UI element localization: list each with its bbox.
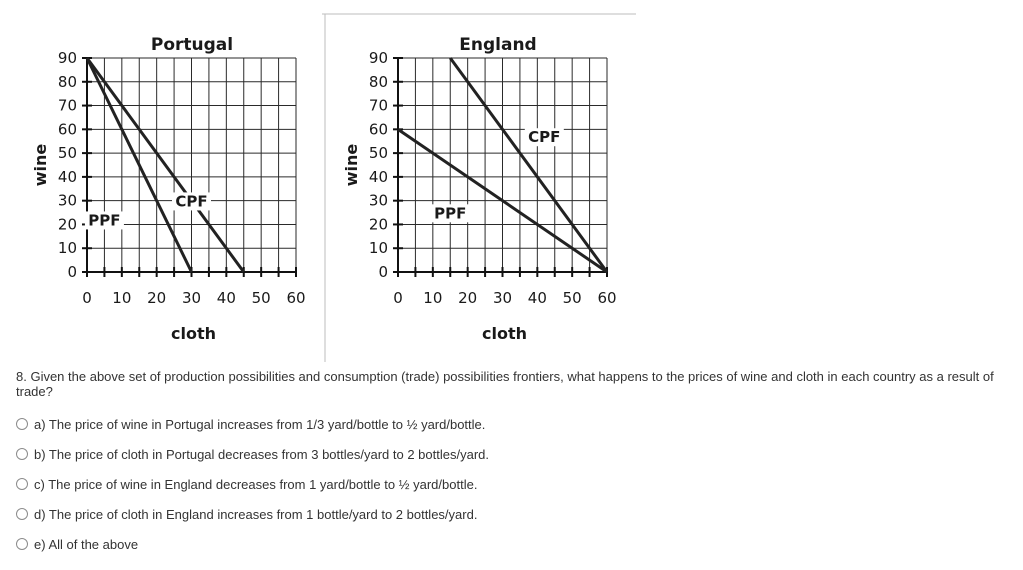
option-b[interactable] — [16, 439, 489, 469]
series-label-ppf: PPF — [434, 204, 467, 223]
y-tick-label: 60 — [368, 120, 388, 139]
option-e-label: e) All of the above — [34, 536, 139, 552]
option-a-label: a) The price of wine in Portugal increases from 1/3 yard/bottle to ½ yard/bottle. — [34, 416, 486, 432]
y-tick-label: 80 — [57, 72, 77, 91]
y-tick-label: 70 — [368, 96, 388, 115]
x-tick-label: 30 — [181, 289, 202, 307]
option-a[interactable] — [16, 409, 489, 439]
grid — [398, 58, 607, 272]
y-tick-label: 50 — [57, 144, 77, 163]
y-tick-label: 0 — [67, 263, 77, 281]
chart-title: England — [459, 35, 537, 55]
option-e[interactable] — [16, 529, 489, 559]
series-line-cpf — [87, 58, 244, 272]
x-tick-label: 30 — [492, 289, 513, 307]
y-axis-label: wine — [342, 143, 361, 187]
y-tick-label: 40 — [57, 167, 77, 186]
answer-options — [16, 409, 489, 559]
y-tick-label: 50 — [368, 144, 388, 163]
option-d-label: d) The price of cloth in England increases from 1 bottle/yard to 2 bottles/yard. — [34, 506, 478, 522]
y-tick-label: 90 — [57, 49, 77, 67]
y-tick-label: 30 — [57, 191, 77, 210]
x-tick-label: 0 — [82, 289, 92, 307]
x-tick-label: 0 — [393, 289, 403, 307]
y-tick-label: 10 — [57, 239, 77, 258]
x-tick-label: 40 — [216, 289, 236, 307]
series-label-cpf: CPF — [528, 128, 561, 147]
option-b-label: b) The price of cloth in Portugal decreases from 3 bottles/yard to 2 bottles/yard. — [34, 446, 489, 462]
y-tick-label: 90 — [368, 49, 388, 67]
y-tick-label: 20 — [368, 215, 388, 234]
x-tick-label: 60 — [286, 289, 306, 307]
option-d[interactable] — [16, 499, 489, 529]
y-tick-label: 80 — [368, 72, 388, 91]
y-tick-label: 20 — [57, 215, 77, 234]
option-c[interactable] — [16, 469, 489, 499]
chart-title: Portugal — [150, 35, 234, 55]
chart-0 — [31, 35, 306, 343]
y-tick-label: 30 — [368, 191, 388, 210]
question-text: 8. Given the above set of production possibilities and consumption (trade) possibilities frontiers, what happens to the prices of wine and cloth in each country as a result of trade? — [16, 369, 994, 399]
y-tick-label: 0 — [378, 263, 388, 281]
y-tick-label: 60 — [57, 120, 77, 139]
grid — [87, 58, 296, 272]
x-tick-label: 60 — [597, 289, 617, 307]
series-label-ppf: PPF — [88, 211, 121, 230]
y-tick-label: 40 — [368, 167, 388, 186]
x-tick-label: 50 — [251, 289, 271, 307]
x-tick-label: 10 — [423, 289, 443, 307]
x-tick-label: 40 — [527, 289, 547, 307]
radio-b[interactable] — [16, 448, 28, 460]
x-tick-label: 20 — [458, 289, 478, 307]
x-axis-label: cloth — [171, 324, 216, 343]
radio-e[interactable] — [16, 538, 28, 550]
radio-c[interactable] — [16, 478, 28, 490]
x-axis-label: cloth — [482, 324, 527, 343]
series-label-cpf: CPF — [175, 192, 208, 211]
chart-1 — [342, 35, 617, 343]
y-axis-label: wine — [31, 143, 50, 187]
series-line-cpf — [450, 58, 607, 272]
chart-svg — [0, 0, 640, 362]
x-tick-label: 20 — [147, 289, 167, 307]
radio-a[interactable] — [16, 418, 28, 430]
y-tick-label: 10 — [368, 239, 388, 258]
radio-d[interactable] — [16, 508, 28, 520]
chart-figure — [0, 0, 640, 362]
y-tick-label: 70 — [57, 96, 77, 115]
option-c-label: c) The price of wine in England decreases from 1 yard/bottle to ½ yard/bottle. — [34, 476, 478, 492]
x-tick-label: 50 — [562, 289, 582, 307]
x-tick-label: 10 — [112, 289, 132, 307]
